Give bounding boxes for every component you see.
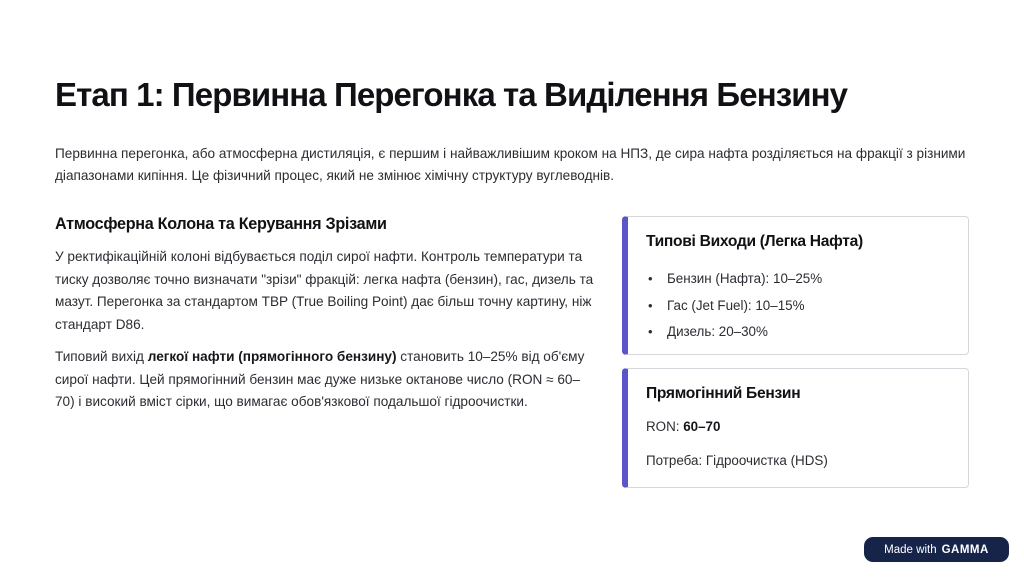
bullet-icon: • xyxy=(648,297,653,313)
need-line: Потреба: Гідроочистка (HDS) xyxy=(646,453,828,468)
typical-yields-card xyxy=(622,216,969,355)
gamma-logo: GAMMA xyxy=(941,543,989,556)
straight-run-gasoline-card xyxy=(622,368,969,488)
list-item-text: Дизель: 20–30% xyxy=(667,324,768,339)
paragraph-2-text-end: становить 10–25% від об'єму сирої нафти. Цей прямогінний бензин має дуже низьке октанове число (RON ≈ 60–70) і високий вміст сірки, що вимагає обов'язкової подальшої гідроочистки. xyxy=(55,349,585,409)
list-item-text: Бензин (Нафта): 10–25% xyxy=(667,271,823,286)
list-item xyxy=(646,266,950,293)
badge-prefix: Made with xyxy=(884,543,937,556)
made-with-gamma-badge[interactable] xyxy=(864,537,1009,562)
paragraph-2-bold-term: легкої нафти (прямогінного бензину) xyxy=(147,349,397,364)
list-item xyxy=(646,319,950,346)
section-heading: Атмосферна Колона та Керування Зрізами xyxy=(55,215,387,233)
left-column xyxy=(55,213,595,424)
ron-label: RON: xyxy=(646,419,684,434)
slide-title: Етап 1: Первинна Перегонка та Виділення Бензину xyxy=(55,76,848,113)
list-item xyxy=(646,293,950,320)
ron-line xyxy=(646,418,950,436)
bullet-icon: • xyxy=(648,271,653,286)
typical-yields-title: Типові Виходи (Легка Нафта) xyxy=(646,233,863,250)
ron-value: 60–70 xyxy=(683,419,721,434)
column-paragraph-1: У ректифікаційній колоні відбувається поділ сирої нафти. Контроль температури та тиску дозволяє точно визначати "зрізи" фракцій: легка нафта (бензин), гас, дизель та мазут. Перегонка за стандартом TBP (True Boiling Point) дає більш точну картину, ніж стандарт D86. xyxy=(55,249,594,332)
list-item-text: Гас (Jet Fuel): 10–15% xyxy=(667,297,805,313)
bullet-icon: • xyxy=(648,324,653,339)
paragraph-2-text-start: Типовий вихід xyxy=(55,349,148,364)
straight-run-gasoline-title: Прямогінний Бензин xyxy=(646,385,801,402)
typical-yields-list xyxy=(646,266,950,346)
intro-paragraph: Первинна перегонка, або атмосферна дистиляція, є першим і найважливішим кроком на НПЗ, де сира нафта розділяється на фракції з різними діапазонами кипіння. Це фізичний процес, який не змінює хімічну структуру вуглеводнів. xyxy=(55,146,966,183)
column-paragraph-2 xyxy=(55,346,595,414)
